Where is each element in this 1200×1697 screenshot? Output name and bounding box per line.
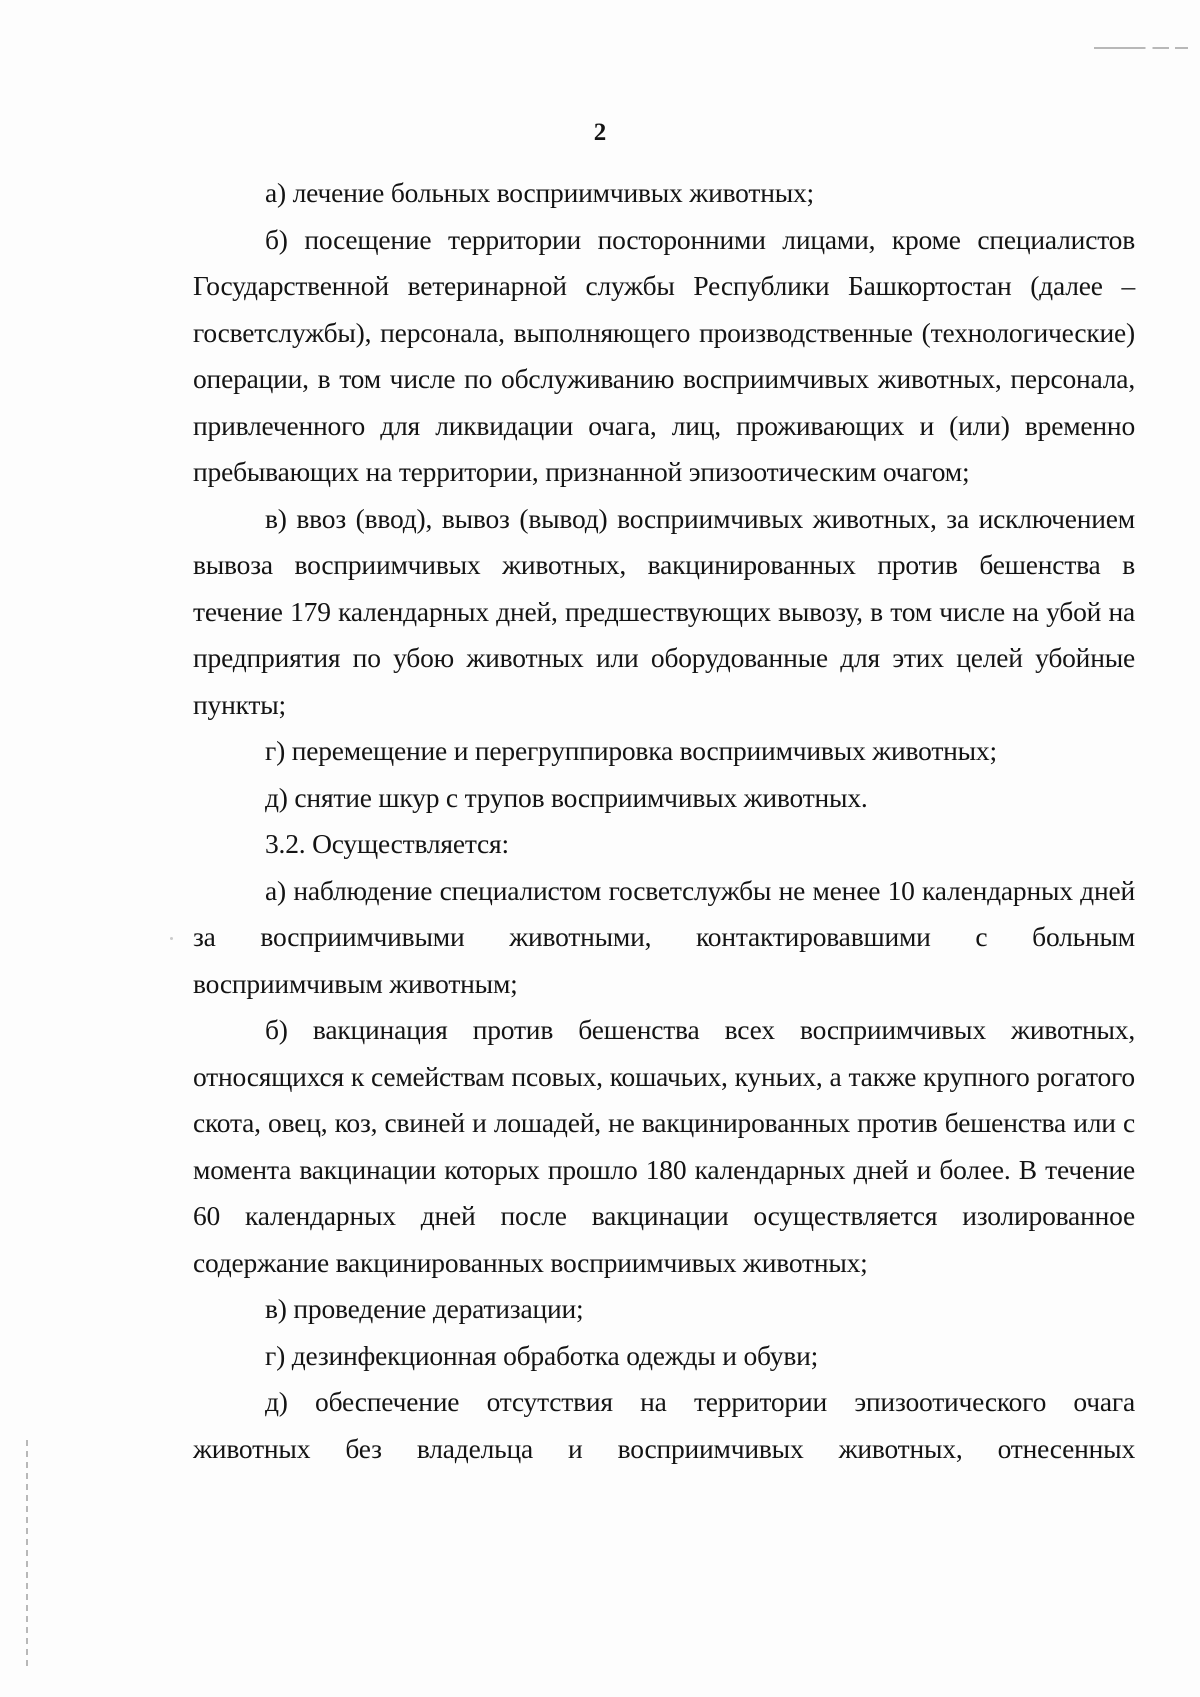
paragraph-item-a: а) лечение больных восприимчивых животных; — [265, 177, 814, 208]
paragraph-item-a-observation: а) наблюдение специалистом госветслужбы не менее 10 календарных дней за восприимчивыми животными, контактировавшими с больным восприимчивым животным; — [193, 874, 1135, 999]
paragraph-item-g-disinfection: г) дезинфекционная обработка одежды и обуви; — [265, 1339, 819, 1371]
paragraph-item-b: б) посещение территории посторонними лицами, кроме специалистов Государственной ветеринарной службы Республики Башкортостан (далее – госветслужбы), персонала, выполняющего производственные (технологические) операции, в том числе по обслуживанию восприимчивых животных, персонала, привлеченного для ликвидации очага, лиц, проживающих и (или) временно пребывающих на территории, признанной эпизоотическим очагом; — [193, 223, 1135, 487]
paragraph-item-g: г) перемещение и перегруппировка восприимчивых животных; — [265, 735, 997, 766]
section-heading-3-2: 3.2. Осуществляется: — [265, 828, 509, 859]
scan-artifact-mark — [1094, 47, 1188, 49]
page-number: 2 — [593, 119, 607, 146]
scan-artifact-dot — [170, 937, 173, 940]
paragraph-item-b-vaccination: б) вакцинация против бешенства всех восприимчивых животных, относящихся к семействам псовых, кошачьих, куньих, а также крупного рогатого скота, овец, коз, свиней и лошадей, не вакцинированных против бешенства или с момента вакцинации которых прошло 180 календарных дней и более. В течение 60 календарных дней после вакцинации осуществляется изолированное содержание вакцинированных восприимчивых животных; — [193, 1014, 1135, 1278]
paragraph-item-v-deratization: в) проведение дератизации; — [265, 1293, 584, 1324]
paragraph-item-v: в) ввоз (ввод), вывоз (вывод) восприимчивых животных, за исключением вывоза восприимчивых животных, вакцинированных против бешенства в течение 179 календарных дней, предшествующих вывозу, в том числе на убой на предприятия по убою животных или оборудованные для этих целей убойные пункты; — [193, 502, 1135, 720]
paragraph-item-d-ownerless: д) обеспечение отсутствия на территории эпизоотического очага животных без владельца и восприимчивых животных, отнесенных — [193, 1386, 1135, 1464]
document-body — [193, 170, 1135, 1472]
scan-artifact-edge — [26, 1440, 28, 1670]
paragraph-item-d: д) снятие шкур с трупов восприимчивых животных. — [265, 781, 868, 813]
